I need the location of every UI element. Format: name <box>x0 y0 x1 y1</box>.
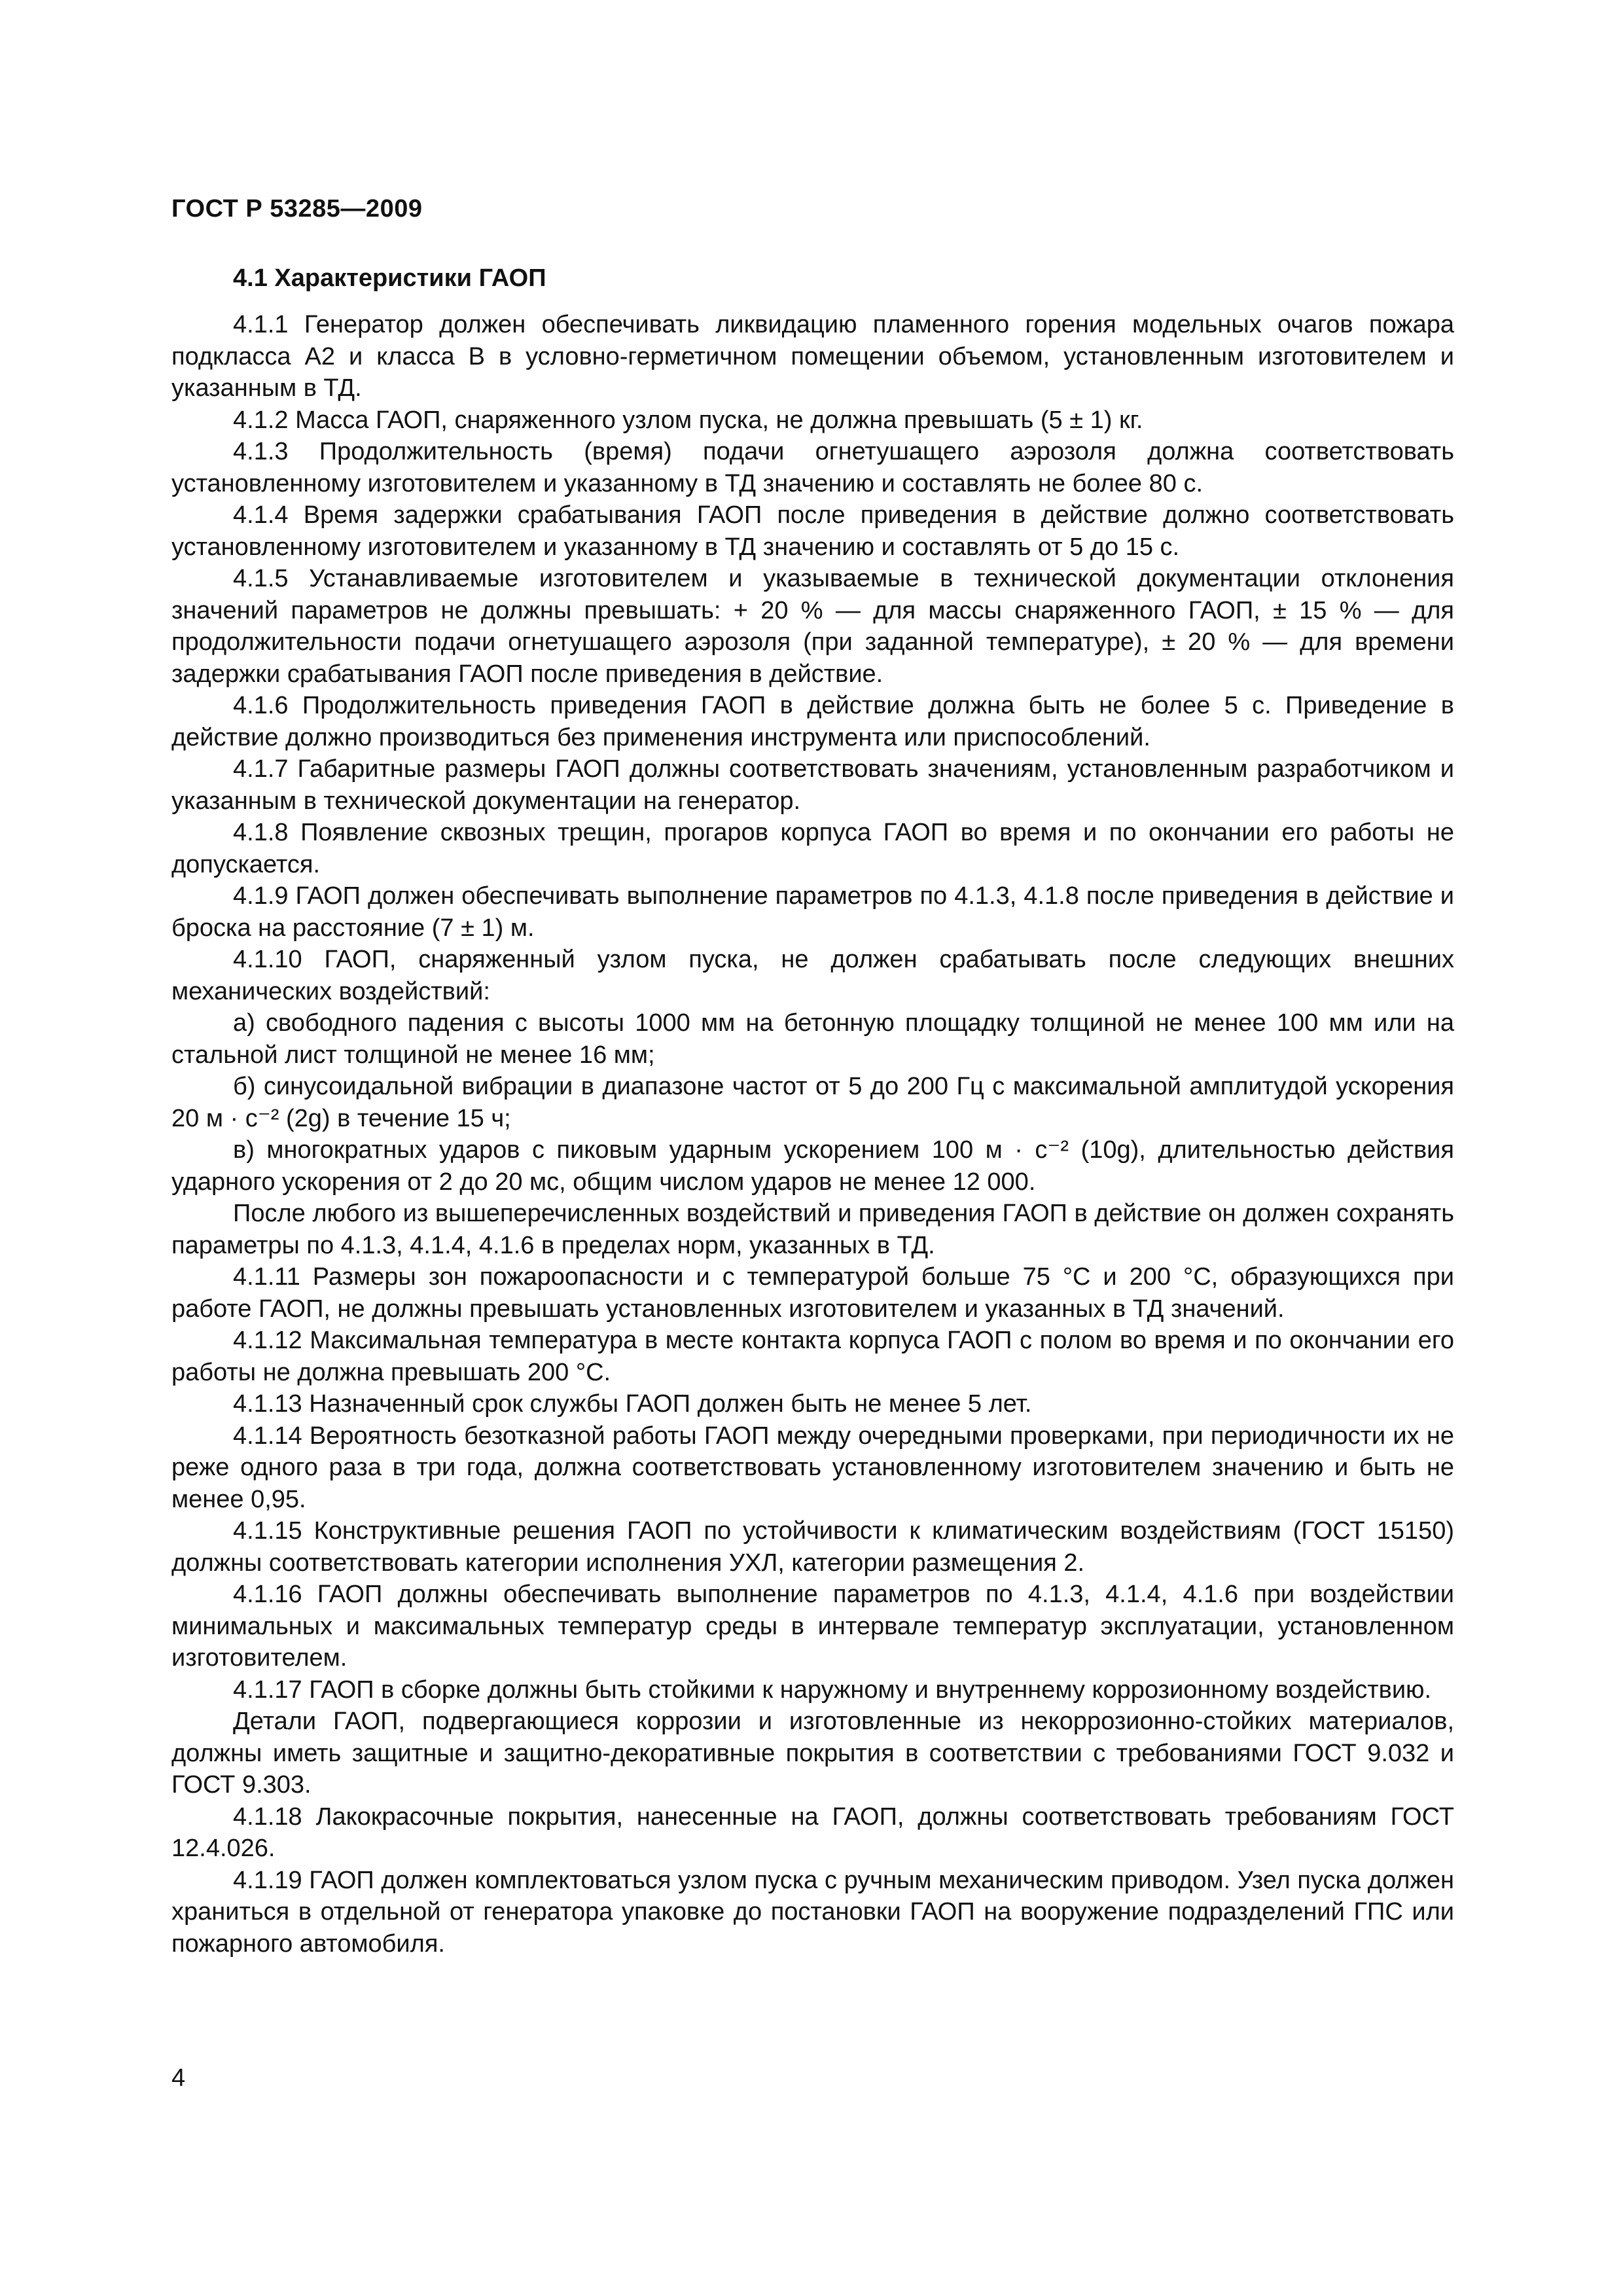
paragraph-4-1-12: 4.1.12 Максимальная температура в месте контакта корпуса ГАОП с полом во время и по окончании его работы не должна превышать 200 °С. <box>171 1327 1454 1386</box>
list-item-v: в) многократных ударов с пиковым ударным ускорением 100 м · с⁻² (10g), длительностью действия ударного ускорения от 2 до 20 мс, общим числом ударов не менее 12 000. <box>171 1136 1454 1196</box>
paragraph-4-1-7: 4.1.7 Габаритные размеры ГАОП должны соответствовать значениям, установленным разработчиком и указанным в технической документации на генератор. <box>171 755 1454 815</box>
paragraph-4-1-15: 4.1.15 Конструктивные решения ГАОП по устойчивости к климатическим воздействиям (ГОСТ 15150) должны соответствовать категории исполнения УХЛ, категории размещения 2. <box>171 1517 1454 1577</box>
paragraph-4-1-8: 4.1.8 Появление сквозных трещин, прогаров корпуса ГАОП во время и по окончании его работы не допускается. <box>171 819 1454 878</box>
paragraph-after-list: После любого из вышеперечисленных воздействий и приведения ГАОП в действие он должен сохранять параметры по 4.1.3, 4.1.4, 4.1.6 в пределах норм, указанных в ТД. <box>171 1200 1454 1259</box>
document-header: ГОСТ Р 53285—2009 <box>171 195 423 223</box>
page-number: 4 <box>171 2064 186 2092</box>
paragraph-4-1-13: 4.1.13 Назначенный срок службы ГАОП должен быть не менее 5 лет. <box>233 1390 1032 1418</box>
paragraph-4-1-18: 4.1.18 Лакокрасочные покрытия, нанесенные на ГАОП, должны соответствовать требованиям ГОСТ 12.4.026. <box>171 1803 1454 1862</box>
section-title: 4.1 Характеристики ГАОП <box>233 264 546 292</box>
paragraph-4-1-17: 4.1.17 ГАОП в сборке должны быть стойкими к наружному и внутреннему коррозионному воздействию. <box>233 1676 1432 1704</box>
paragraph-4-1-9: 4.1.9 ГАОП должен обеспечивать выполнение параметров по 4.1.3, 4.1.8 после приведения в действие и броска на расстояние (7 ± 1) м. <box>171 882 1454 942</box>
paragraph-details: Детали ГАОП, подвергающиеся коррозии и изготовленные из некоррозионно-стойких материалов, должны иметь защитные и защитно-декоративные покрытия в соответствии с требованиями ГОСТ 9.032 и ГОСТ 9.303. <box>171 1708 1454 1799</box>
paragraph-4-1-10: 4.1.10 ГАОП, снаряженный узлом пуска, не должен срабатывать после следующих внешних механических воздействий: <box>171 946 1454 1005</box>
paragraph-4-1-11: 4.1.11 Размеры зон пожароопасности и с температурой больше 75 °С и 200 °С, образующихся при работе ГАОП, не должны превышать установленных изготовителем и указанных в ТД значений. <box>171 1263 1454 1323</box>
paragraph-4-1-1: 4.1.1 Генератор должен обеспечивать ликвидацию пламенного горения модельных очагов пожара подкласса А2 и класса В в условно-герметичном помещении объемом, установленным изготовителем и указанным в ТД. <box>171 311 1454 402</box>
list-item-b: б) синусоидальной вибрации в диапазоне частот от 5 до 200 Гц с максимальной амплитудой ускорения 20 м · с⁻² (2g) в течение 15 ч; <box>171 1073 1454 1132</box>
paragraph-4-1-16: 4.1.16 ГАОП должны обеспечивать выполнение параметров по 4.1.3, 4.1.4, 4.1.6 при воздействии минимальных и максимальных температур среды в интервале температур эксплуатации, установленном изготовителем. <box>171 1581 1454 1672</box>
paragraph-4-1-19: 4.1.19 ГАОП должен комплектоваться узлом пуска с ручным механическим приводом. Узел пуска должен храниться в отдельной от генератора упаковке до постановки ГАОП на вооружение подразделений ГПС или пожарного автомобиля. <box>171 1866 1454 1958</box>
document-body <box>171 262 1454 1960</box>
paragraph-4-1-3: 4.1.3 Продолжительность (время) подачи огнетушащего аэрозоля должна соответствовать установленному изготовителем и указанному в ТД значению и составлять не более 80 с. <box>171 438 1454 497</box>
paragraph-4-1-4: 4.1.4 Время задержки срабатывания ГАОП после приведения в действие должно соответствовать установленному изготовителем и указанному в ТД значению и составлять от 5 до 15 с. <box>171 501 1454 561</box>
paragraph-4-1-5: 4.1.5 Устанавливаемые изготовителем и указываемые в технической документации отклонения значений параметров не должны превышать: + 20 % — для массы снаряженного ГАОП, ± 15 % — для продолжительности подачи огнетушащего аэрозоля (при заданной температуре), ± 20 % — для времени задержки срабатывания ГАОП после приведения в действие. <box>171 565 1454 688</box>
paragraph-4-1-2: 4.1.2 Масса ГАОП, снаряженного узлом пуска, не должна превышать (5 ± 1) кг. <box>233 406 1143 434</box>
list-item-a: а) свободного падения с высоты 1000 мм на бетонную площадку толщиной не менее 100 мм или на стальной лист толщиной не менее 16 мм; <box>171 1009 1454 1069</box>
paragraph-4-1-6: 4.1.6 Продолжительность приведения ГАОП в действие должна быть не более 5 с. Приведение в действие должно производиться без применения инструмента или приспособлений. <box>171 692 1454 751</box>
paragraph-4-1-14: 4.1.14 Вероятность безотказной работы ГАОП между очередными проверками, при периодичности их не реже одного раза в три года, должна соответствовать установленному изготовителем значению и быть не менее 0,95. <box>171 1422 1454 1513</box>
